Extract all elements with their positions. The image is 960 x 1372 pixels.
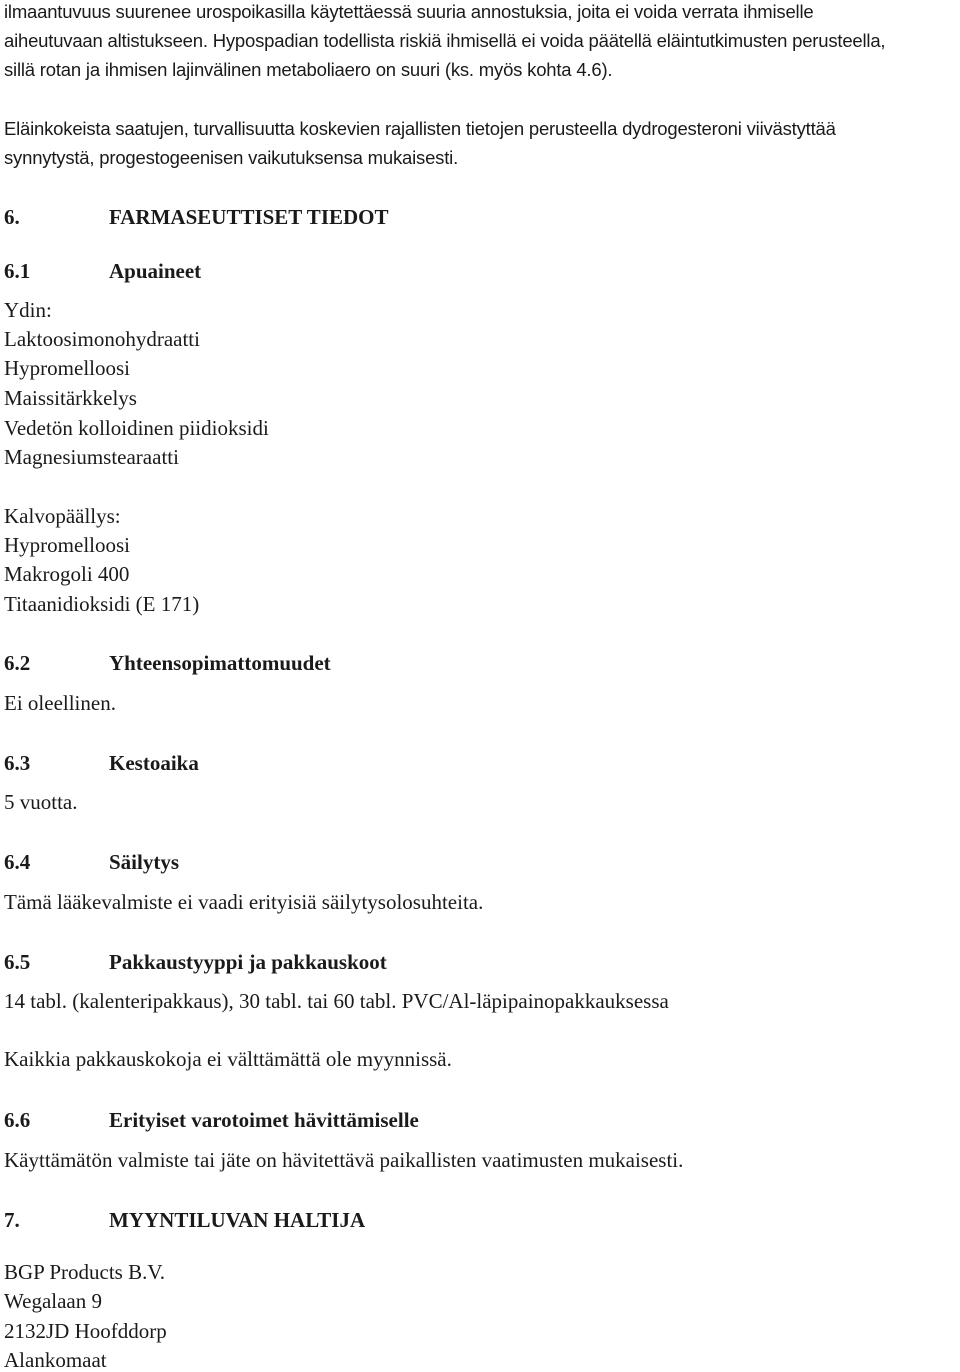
core-item: Magnesiumstearaatti [4,445,179,469]
animal-line-1: Eläinkokeista saatujen, turvallisuutta koskevien rajallisten tietojen perusteella dydrogesteroni viivästyttää [4,118,836,139]
section-6-5-title: Pakkaustyyppi ja pakkauskoot [109,950,387,974]
address-line: 2132JD Hoofddorp [4,1319,167,1343]
section-7-title: MYYNTILUVAN HALTIJA [109,1208,366,1232]
coating-label: Kalvopäällys: [4,504,121,528]
section-6-6-title: Erityiset varotoimet hävittämiselle [109,1108,419,1132]
address-line: BGP Products B.V. [4,1260,166,1284]
core-item: Maissitärkkelys [4,386,137,410]
core-label: Ydin: [4,298,52,322]
section-6-1-number: 6.1 [4,259,31,283]
intro-line-2: aiheutuvaan altistukseen. Hypospadian todellista riskiä ihmisellä ei voida päätellä eläintutkimusten perusteella, [4,30,886,51]
section-6-6-text: Käyttämätön valmiste tai jäte on hävitettävä paikallisten vaatimusten mukaisesti. [4,1148,684,1172]
section-6-4-title: Säilytys [109,850,180,874]
section-6-2-number: 6.2 [4,651,31,675]
section-6-2-text: Ei oleellinen. [4,691,116,715]
core-item: Laktoosimonohydraatti [4,327,200,351]
coating-item: Makrogoli 400 [4,562,130,586]
core-item: Vedetön kolloidinen piidioksidi [4,416,269,440]
animal-line-2: synnytystä, progestogeenisen vaikutuksensa mukaisesti. [4,147,459,168]
section-6-4-number: 6.4 [4,850,31,874]
section-6-2-title: Yhteensopimattomuudet [109,651,331,675]
section-6-6-number: 6.6 [4,1108,31,1132]
coating-item: Titaanidioksidi (E 171) [4,592,200,616]
address-line: Wegalaan 9 [4,1289,103,1313]
intro-line-1: ilmaantuvuus suurenee urospoikasilla käytettäessä suuria annostuksia, joita ei voida verrata ihmiselle [4,1,814,22]
section-6-5-text-2: Kaikkia pakkauskokoja ei välttämättä ole myynnissä. [4,1047,452,1071]
address-line: Alankomaat [4,1348,107,1372]
section-6-5-number: 6.5 [4,950,31,974]
section-6-1-title: Apuaineet [109,259,202,283]
section-6-title: FARMASEUTTISET TIEDOT [109,205,389,229]
section-6-number: 6. [4,205,20,229]
section-6-4-text: Tämä lääkevalmiste ei vaadi erityisiä säilytysolosuhteita. [4,890,484,914]
intro-line-3: sillä rotan ja ihmisen lajinvälinen metaboliaero on suuri (ks. myös kohta 4.6). [4,59,613,80]
section-6-3-title: Kestoaika [109,751,199,775]
section-7-number: 7. [4,1208,20,1232]
core-item: Hypromelloosi [4,356,130,380]
section-6-3-number: 6.3 [4,751,31,775]
section-6-3-text: 5 vuotta. [4,790,78,814]
section-6-5-text-1: 14 tabl. (kalenteripakkaus), 30 tabl. tai 60 tabl. PVC/Al-läpipainopakkauksessa [4,989,669,1013]
coating-item: Hypromelloosi [4,533,130,557]
